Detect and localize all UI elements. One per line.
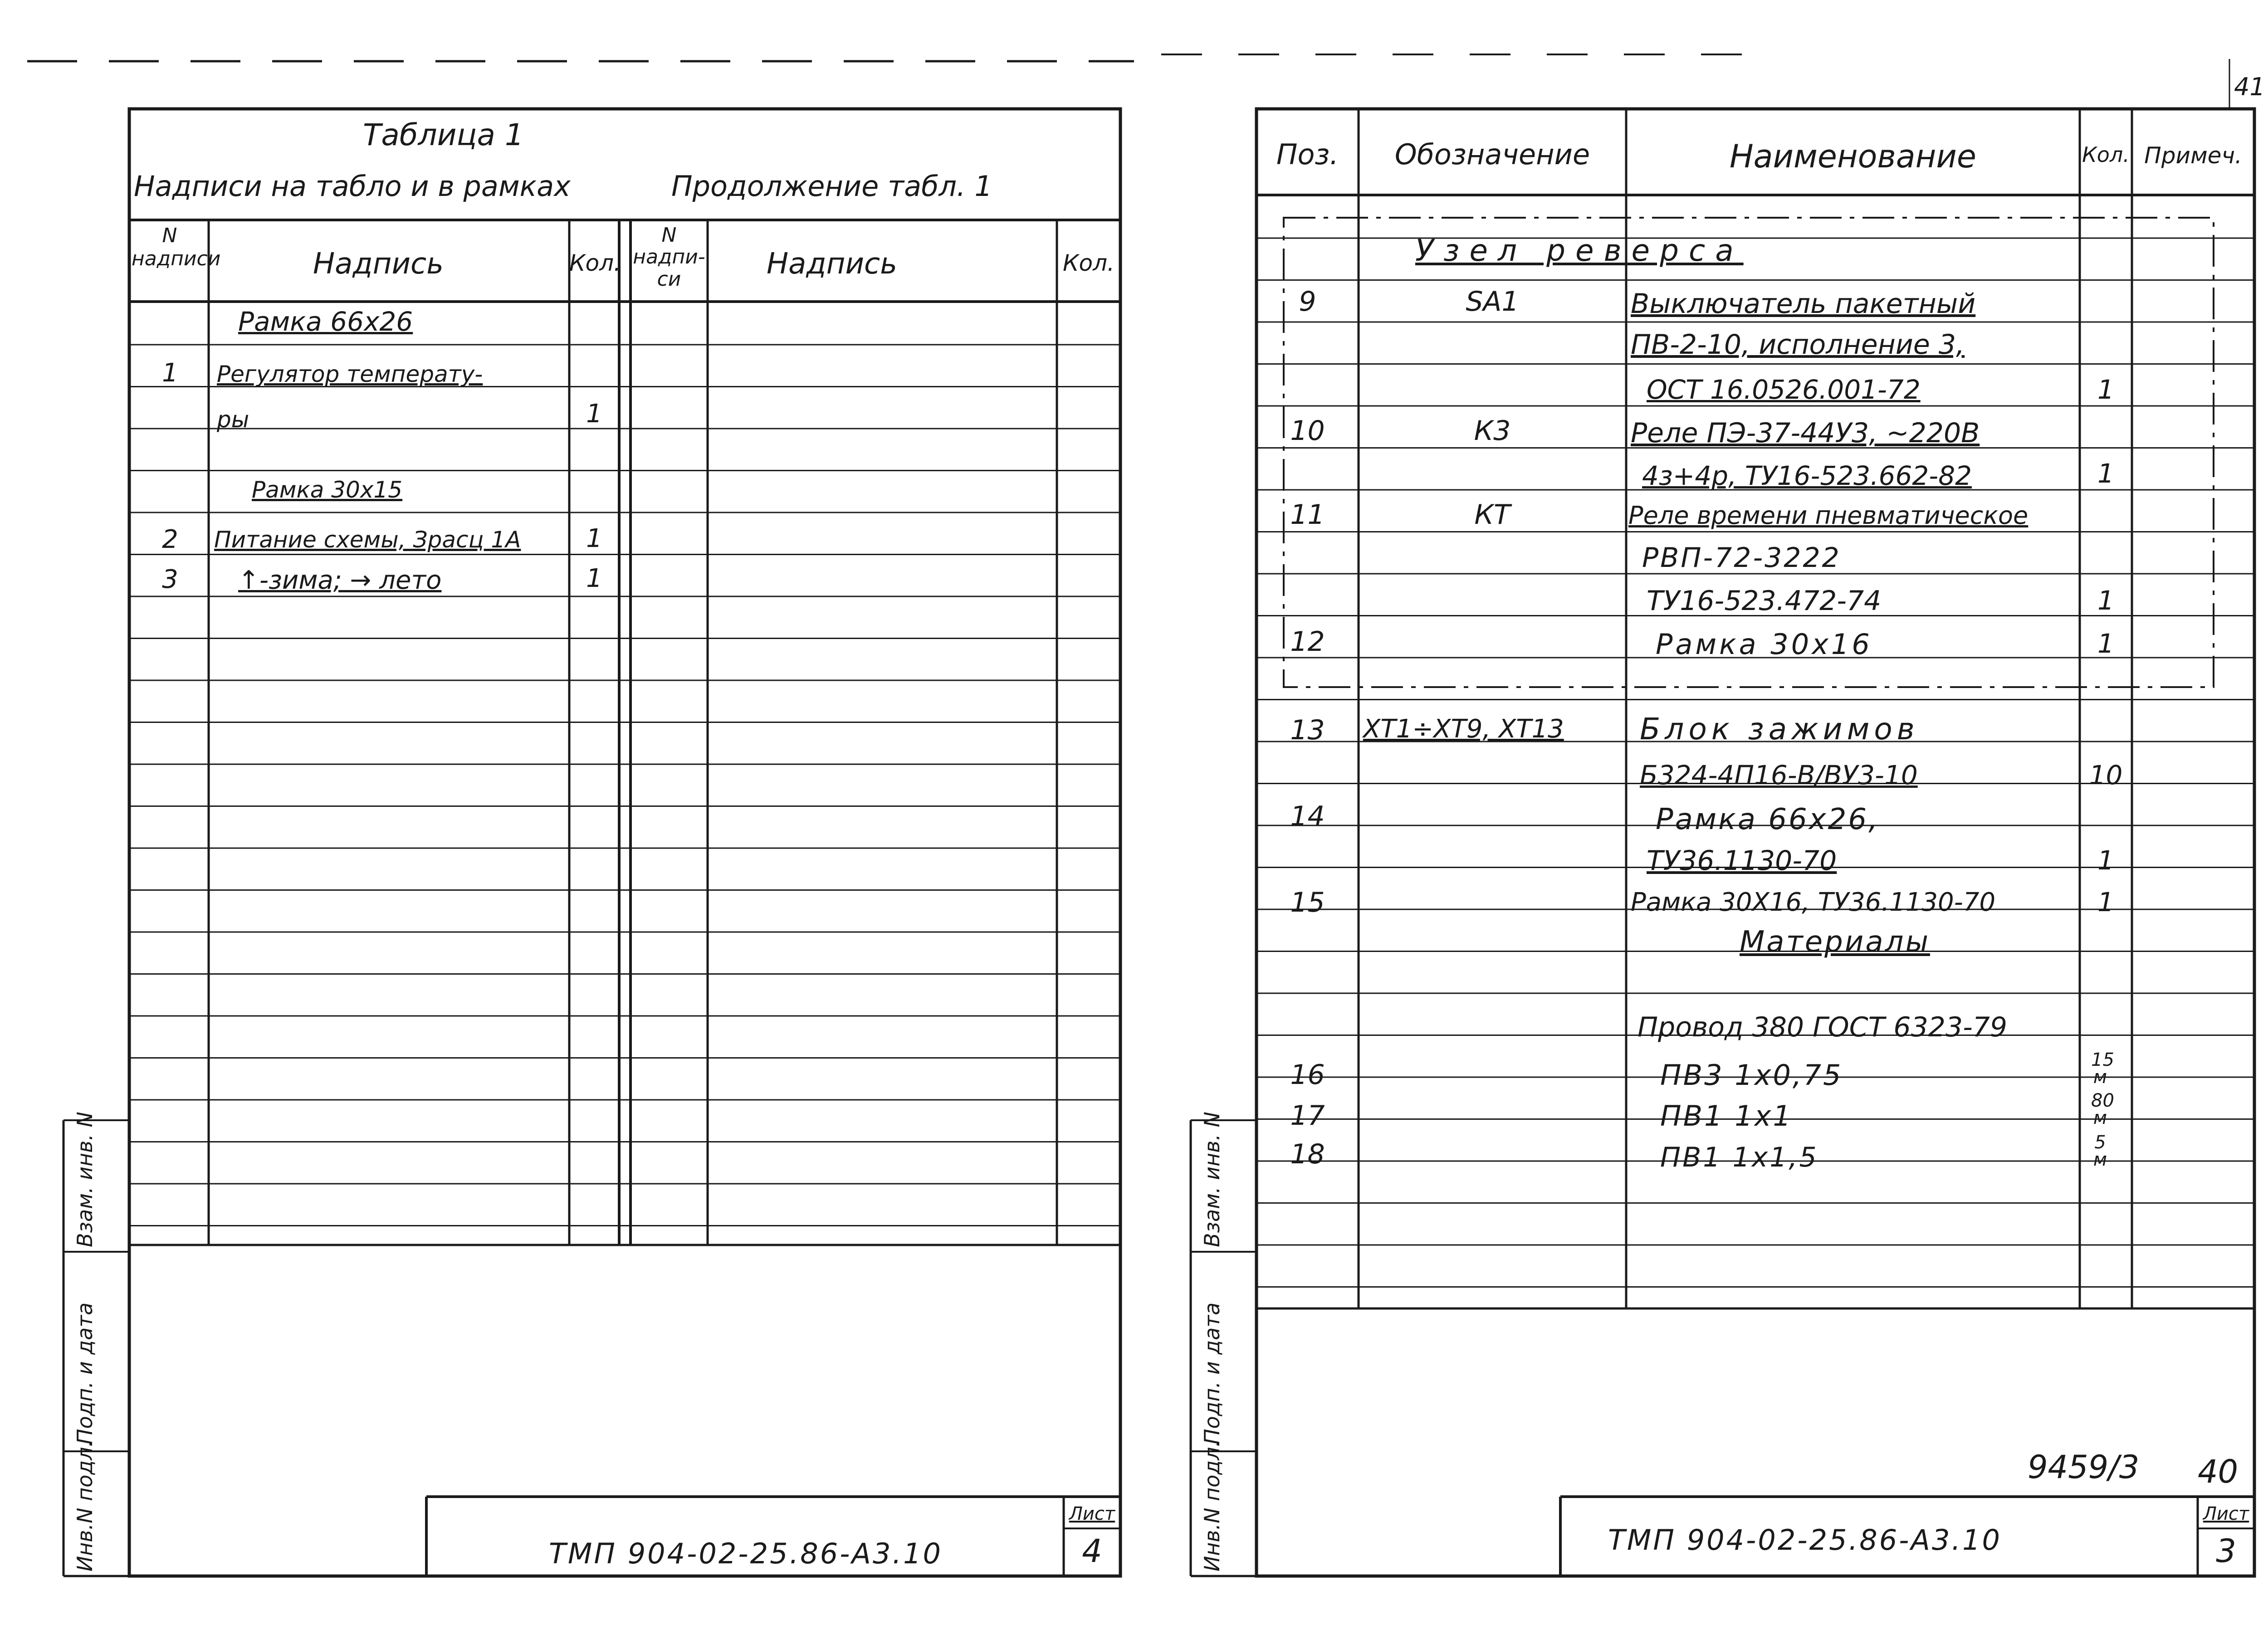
- left-row-6-text: Питание схемы, Зрасц 1А: [214, 527, 521, 553]
- right-row-11c-qty: 1: [2097, 585, 2114, 616]
- right-row-11-name: Реле времени пневматическое: [1628, 501, 2028, 530]
- archive-number: 9459/3: [2028, 1449, 2140, 1486]
- right-row-12-name: Рамка 30х16: [1656, 628, 1872, 661]
- header-qty-2: Кол.: [1063, 250, 1114, 276]
- right-row-16-pos: 16: [1290, 1059, 1325, 1091]
- table-subtitle: Надписи на табло и в рамках: [134, 170, 571, 203]
- left-row-6-num: 2: [162, 525, 178, 554]
- right-row-15-qty: 1: [2097, 887, 2114, 918]
- left-row-3-qty: 1: [586, 399, 602, 429]
- right-row-13-name: Блок зажимов: [1640, 712, 1919, 747]
- right-stamp-code: ТМП 904-02-25.86-А3.10: [1608, 1523, 2002, 1557]
- right-row-17-pos: 17: [1290, 1100, 1325, 1132]
- right-row-15-name: Рамка 30Х16, ТУ36.1130-70: [1631, 888, 1996, 917]
- left-side-label-inventory: Инв.N подл.: [73, 1440, 97, 1572]
- header-qty: Кол.: [569, 250, 621, 276]
- right-row-9c-name: ОСТ 16.0526.001-72: [1647, 374, 1921, 405]
- header-pos: Поз.: [1276, 138, 1339, 171]
- header-qty: Кол.: [2082, 142, 2130, 167]
- left-side-label-replacement: Взам. инв. N: [73, 1112, 97, 1247]
- right-row-10-name: Реле ПЭ-37-44У3, ~220В: [1631, 417, 1980, 449]
- left-side-label-signature: Подп. и дата: [73, 1302, 97, 1445]
- right-row-17-qty: 80 м: [2091, 1090, 2114, 1128]
- continuation-title: Продолжение табл. 1: [671, 170, 992, 203]
- right-row-10-pos: 10: [1290, 415, 1325, 447]
- right-row-16-name: ПВ3 1х0,75: [1660, 1059, 1843, 1092]
- right-sheet-number: 3: [2216, 1533, 2236, 1570]
- header-note: Примеч.: [2144, 142, 2242, 169]
- right-row-wire-name: Провод 380 ГОСТ 6323-79: [1637, 1011, 2008, 1043]
- right-row-12-pos: 12: [1290, 626, 1325, 658]
- header-inscription: Надпись: [313, 247, 444, 281]
- corner-mark: 41: [2234, 73, 2265, 101]
- left-stamp-code: ТМП 904-02-25.86-А3.10: [549, 1537, 943, 1570]
- left-row-7-num: 3: [162, 565, 178, 594]
- right-row-assembly-title: Узел реверса: [1415, 233, 1744, 268]
- left-row-1-text: Рамка 66х26: [238, 306, 413, 337]
- right-row-11-designation: КТ: [1474, 499, 1510, 531]
- right-row-materials-title: Материалы: [1740, 925, 1930, 959]
- right-row-15-pos: 15: [1290, 887, 1325, 918]
- right-sheet-label: Лист: [2203, 1503, 2249, 1524]
- right-row-11c-name: ТУ16-523.472-74: [1647, 585, 1882, 617]
- page-number: 40: [2198, 1453, 2239, 1490]
- left-row-3-text: ры: [217, 406, 249, 433]
- right-row-18-name: ПВ1 1х1,5: [1660, 1142, 1818, 1173]
- right-row-9-designation: SA1: [1466, 286, 1519, 317]
- left-row-7-qty: 1: [586, 564, 602, 593]
- right-row-13-designation: ХТ1÷ХТ9, ХТ13: [1363, 714, 1564, 744]
- table-title: Таблица 1: [363, 117, 524, 152]
- header-number: N надписи: [132, 224, 221, 270]
- left-row-5-text: Рамка 30х15: [252, 477, 403, 503]
- left-row-7-text: ↑-зима; → лето: [238, 566, 442, 595]
- right-row-10b-name: 4з+4р, ТУ16-523.662-82: [1642, 460, 1972, 491]
- header-designation: Обозначение: [1394, 138, 1590, 171]
- right-side-label-signature: Подп. и дата: [1200, 1302, 1224, 1445]
- right-row-9b-name: ПВ-2-10, исполнение 3,: [1631, 329, 1965, 361]
- right-row-10b-qty: 1: [2097, 458, 2114, 489]
- right-row-9c-qty: 1: [2097, 374, 2114, 405]
- right-row-14-pos: 14: [1290, 800, 1325, 832]
- left-sheet-label: Лист: [1069, 1503, 1115, 1524]
- left-sheet-number: 4: [1082, 1533, 1102, 1570]
- right-row-12-qty: 1: [2097, 628, 2114, 659]
- right-row-11-pos: 11: [1290, 499, 1325, 531]
- right-row-18-qty: 5 м: [2093, 1132, 2107, 1170]
- right-row-14b-qty: 1: [2097, 845, 2114, 876]
- header-inscription-2: Надпись: [767, 247, 897, 281]
- right-row-14-name: Рамка 66х26,: [1656, 803, 1880, 836]
- right-row-11b-name: РВП-72-3222: [1642, 542, 1841, 574]
- right-row-10-designation: К3: [1474, 415, 1511, 447]
- left-row-2-num: 1: [162, 358, 178, 388]
- right-side-label-replacement: Взам. инв. N: [1200, 1112, 1224, 1247]
- right-row-9-name: Выключатель пакетный: [1631, 288, 1976, 320]
- left-row-2-text: Регулятор температу-: [217, 361, 483, 387]
- left-row-6-qty: 1: [586, 524, 602, 553]
- right-row-18-pos: 18: [1290, 1138, 1325, 1170]
- header-name: Наименование: [1730, 138, 1976, 175]
- right-row-16-qty: 15 м: [2091, 1049, 2114, 1088]
- right-side-label-inventory: Инв.N подл.: [1200, 1440, 1224, 1572]
- right-row-9-pos: 9: [1299, 286, 1316, 317]
- right-row-13-pos: 13: [1290, 714, 1325, 746]
- right-row-17-name: ПВ1 1х1: [1660, 1099, 1793, 1132]
- right-row-13b-name: Б324-4П16-В/ВУ3-10: [1640, 760, 1918, 791]
- header-number-2: N надпи- си: [633, 224, 705, 291]
- right-row-14b-name: ТУ36.1130-70: [1647, 845, 1837, 877]
- right-row-13b-qty: 10: [2089, 760, 2123, 791]
